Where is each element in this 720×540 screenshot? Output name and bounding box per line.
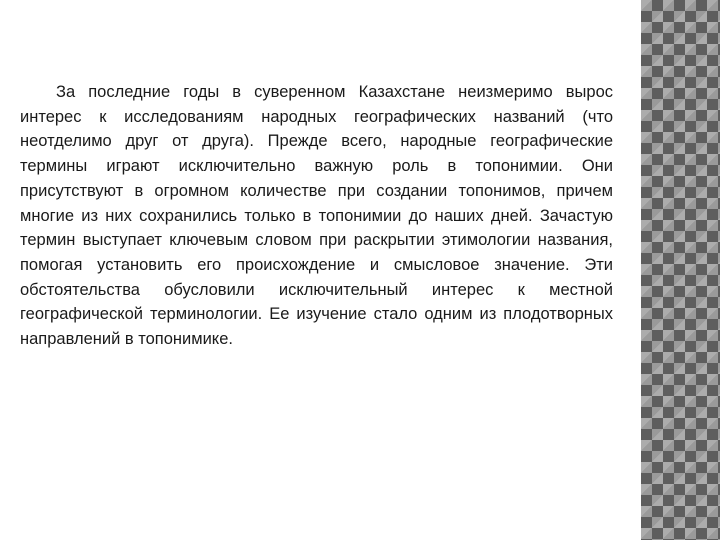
text-area bbox=[20, 80, 613, 352]
decorative-side-pattern bbox=[641, 0, 720, 540]
body-paragraph: За последние годы в суверенном Казахстане неизмеримо вырос интерес к исследованиям народных географических названий (что неотделимо друг от друга). Прежде всего, народные географические термины играют исключительно важную роль в топонимии. Они присутствуют в огромном количестве при создании топонимов, причем многие из них сохранились только в топонимии до наших дней. Зачастую термин выступает ключевым словом при раскрытии этимологии названия, помогая установить его происхождение и смысловое значение. Эти обстоятельства обусловили исключительный интерес к местной географической терминологии. Ее изучение стало одним из плодотворных направлений в топонимике. bbox=[20, 83, 613, 349]
